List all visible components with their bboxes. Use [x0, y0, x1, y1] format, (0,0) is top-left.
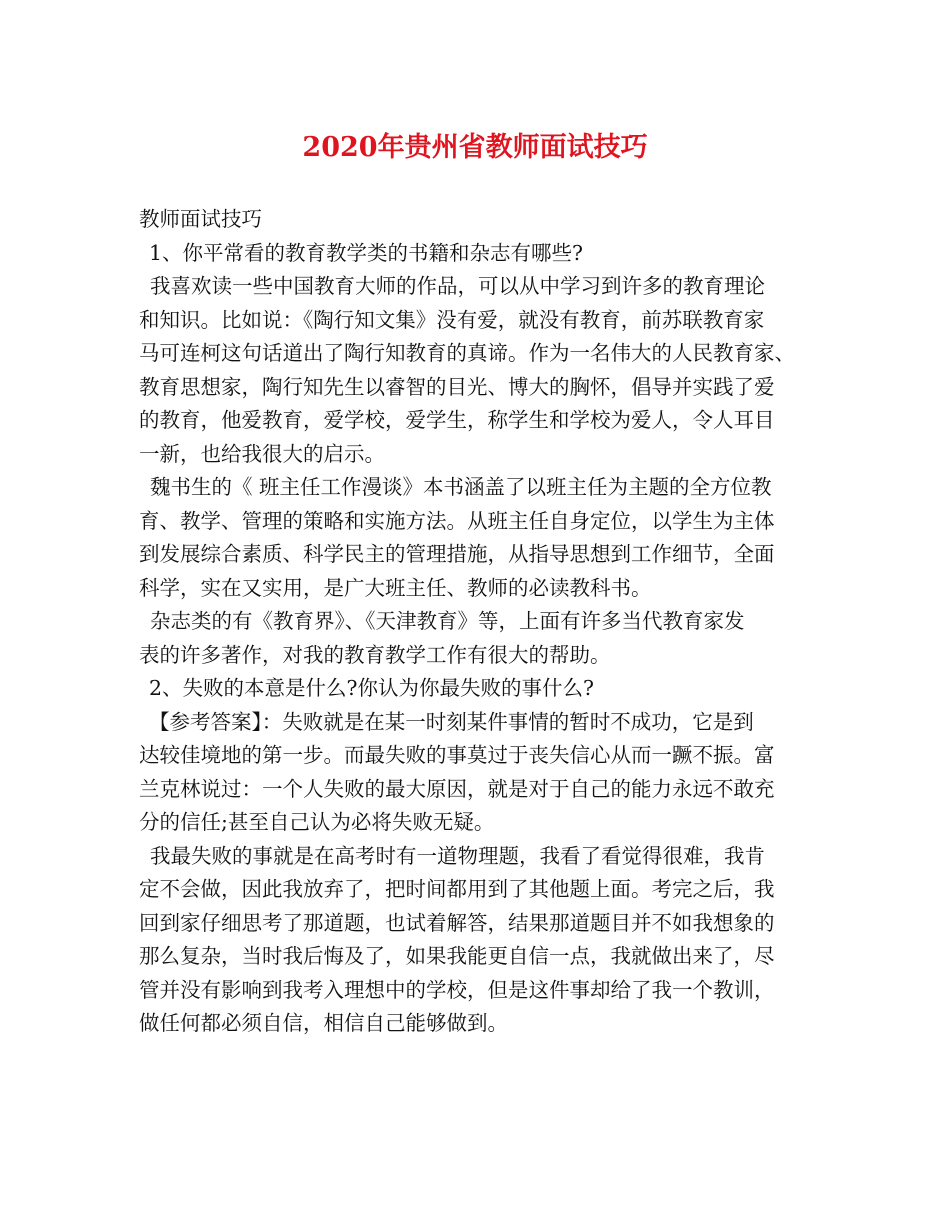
text-line: 【参考答案】：失败就是在某一时刻某件事情的暂时不成功，它是到 — [149, 709, 754, 734]
text-line: 和知识。比如说：《陶行知文集》没有爱，就没有教育，前苏联教育家 — [139, 307, 765, 332]
question-1 — [139, 237, 824, 271]
text-line: 管并没有影响到我考入理想中的学校，但是这件事却给了我一个教训， — [139, 977, 775, 1002]
text-line: 到发展综合素质、科学民主的管理措施，从指导思想到工作细节，全面 — [139, 542, 775, 566]
section-heading — [139, 203, 824, 237]
answer-paragraph-1 — [139, 270, 824, 471]
text-line: 2、失败的本意是什么?你认为你最失败的事什么? — [149, 676, 595, 700]
text-line: 一新，也给我很大的启示。 — [139, 441, 385, 466]
text-line: 我最失败的事就是在高考时有一道物理题，我看了看觉得很难，我肯 — [150, 843, 765, 868]
text-line: 分的信任;甚至自己认为必将失败无疑。 — [139, 810, 495, 834]
text-line: 做任何都必须自信，相信自己能够做到。 — [139, 1011, 508, 1035]
answer-paragraph-3 — [139, 605, 824, 672]
text-line: 魏书生的《 班主任工作漫谈》本书涵盖了以班主任为主题的全方位教 — [150, 475, 772, 499]
text-line: 马可连柯这句话道出了陶行知教育的真谛。作为一名伟大的人民教育家、 — [139, 341, 795, 365]
text-line: 杂志类的有《教育界》、《天津教育》等，上面有许多当代教育家发 — [150, 609, 745, 633]
text-line: 回到家仔细思考了那道题，也试着解答，结果那道题目并不如我想象的 — [139, 910, 775, 935]
text-line: 我喜欢读一些中国教育大师的作品，可以从中学习到许多的教育理论 — [150, 274, 765, 298]
text-line: 教育思想家，陶行知先生以睿智的目光、博大的胸怀，倡导并实践了爱 — [139, 374, 775, 399]
answer-paragraph-4 — [139, 706, 824, 840]
text-line: 的教育，他爱教育，爱学校，爱学生，称学生和学校为爱人，令人耳目 — [139, 408, 775, 432]
text-line: 定不会做，因此我放弃了，把时间都用到了其他题上面。考完之后，我 — [139, 877, 775, 901]
text-line: 科学，实在又实用，是广大班主任、教师的必读教科书。 — [139, 575, 652, 600]
document-body — [139, 203, 824, 1041]
text-line: 教师面试技巧 — [139, 207, 262, 231]
text-line: 那么复杂，当时我后悔及了，如果我能更自信一点，我就做出来了，尽 — [139, 944, 775, 968]
text-line: 达较佳境地的第一步。而最失败的事莫过于丧失信心从而一蹶不振。富 — [139, 743, 775, 767]
text-line: 兰克林说过：一个人失败的最大原因，就是对于自己的能力永远不敢充 — [139, 776, 775, 801]
question-2 — [139, 672, 824, 706]
answer-paragraph-2 — [139, 471, 824, 605]
text-line: 1、你平常看的教育教学类的书籍和杂志有哪些? — [149, 240, 584, 265]
answer-paragraph-5 — [139, 840, 824, 1041]
text-line: 表的许多著作，对我的教育教学工作有很大的帮助。 — [139, 642, 611, 667]
text-line: 育、教学、管理的策略和实施方法。从班主任自身定位，以学生为主体 — [139, 508, 775, 533]
page-title: 2020年贵州省教师面试技巧 — [302, 132, 648, 163]
